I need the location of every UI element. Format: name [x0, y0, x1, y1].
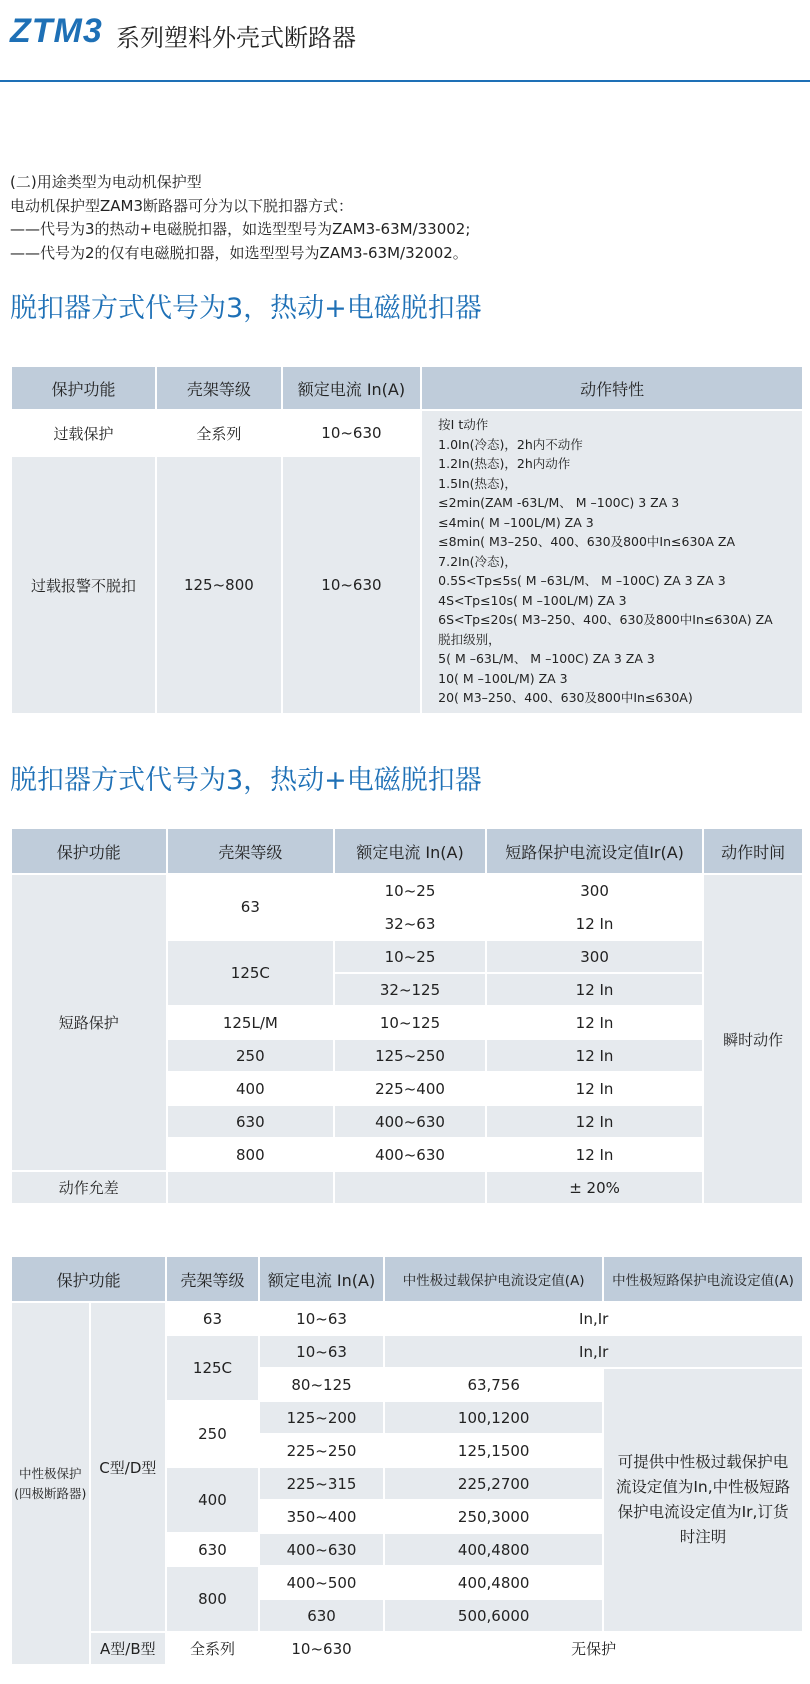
table-cell: 300	[486, 940, 703, 973]
table-cell: 10~63	[259, 1335, 385, 1368]
table-cell: 400,4800	[384, 1533, 603, 1566]
table-cell: 225~315	[259, 1467, 385, 1500]
table-cell: 瞬时动作	[703, 874, 803, 1204]
spec-line: 1.0In(冷态)，2h内不动作	[438, 436, 583, 452]
table-cell: 125C	[167, 940, 335, 1006]
col-header: 额定电流 In(A)	[334, 828, 486, 874]
spec-line: 1.2In(热态)，2h内动作	[438, 456, 571, 471]
table-cell: ± 20%	[486, 1171, 703, 1204]
table-cell: 10~125	[334, 1006, 486, 1039]
page-title: 系列塑料外壳式断路器	[116, 24, 356, 52]
section-title-2: 脱扣器方式代号为3，热动+电磁脱扣器	[10, 765, 482, 796]
table-cell: 400~500	[259, 1566, 385, 1599]
col-header: 保护功能	[11, 828, 167, 874]
table-cell: 12 In	[486, 1105, 703, 1138]
col-header: 中性极过载保护电流设定值(A)	[384, 1256, 603, 1302]
table-cell: 800	[166, 1566, 259, 1632]
table-cell: 250,3000	[384, 1500, 603, 1533]
table-cell: 12 In	[486, 1039, 703, 1072]
table-cell: 630	[259, 1599, 385, 1632]
spec-line: 6S<Tp≤20s( M3–250、400、630及800中In≤630A) ZA	[438, 612, 773, 627]
neutral-pole-table	[10, 1255, 804, 1666]
table-cell: 12 In	[486, 1138, 703, 1171]
table-cell: 225~400	[334, 1072, 486, 1105]
table-cell: 12 In	[486, 973, 703, 1006]
table-cell: 过载报警不脱扣	[11, 456, 156, 714]
table-cell: 中性极保护(四极断路器)	[11, 1302, 90, 1665]
page-header	[0, 0, 810, 82]
neutral-note: 可提供中性极过载保护电流设定值为In,中性极短路保护电流设定值为Ir,订货时注明	[603, 1368, 803, 1632]
table-cell: 225,2700	[384, 1467, 603, 1500]
col-header: 动作特性	[421, 366, 803, 410]
col-header: 壳架等级	[166, 1256, 259, 1302]
spec-line: 4S<Tp≤10s( M –100L/M) ZA 3	[438, 592, 627, 608]
table-cell: 10~63	[259, 1302, 385, 1335]
spec-line: 0.5S<Tp≤5s( M –63L/M、 M –100C) ZA 3 ZA 3	[438, 573, 726, 588]
brand-logo: ZTM3	[10, 12, 103, 50]
intro-line: ——代号为3的热动+电磁脱扣器，如选型型号为ZAM3-63M/33002;	[10, 220, 471, 238]
table-cell: 12 In	[486, 1006, 703, 1039]
table-cell	[334, 1171, 486, 1204]
table-cell: 无保护	[384, 1632, 803, 1665]
intro-text	[10, 171, 470, 265]
spec-line: 按I t动作	[438, 417, 489, 432]
spec-line: 10( M –100L/M) ZA 3	[438, 670, 568, 686]
col-header: 保护功能	[11, 1256, 166, 1302]
table-cell: 400,4800	[384, 1566, 603, 1599]
spec-line: 脱扣级别，	[438, 631, 501, 647]
table-cell: 动作允差	[11, 1171, 167, 1204]
table-cell: In,Ir	[384, 1335, 803, 1368]
table-cell: 10~630	[282, 410, 421, 456]
spec-line: 1.5In(热态)，	[438, 475, 517, 491]
table-cell: 短路保护	[11, 874, 167, 1171]
intro-line: ——代号为2的仅有电磁脱扣器，如选型型号为ZAM3-63M/32002。	[10, 243, 468, 262]
intro-line: (二)用途类型为电动机保护型	[10, 173, 202, 191]
table-cell: 630	[167, 1105, 335, 1138]
col-header: 短路保护电流设定值Ir(A)	[486, 828, 703, 874]
table-cell: In,Ir	[384, 1302, 803, 1335]
intro-line: 电动机保护型ZAM3断路器可分为以下脱扣器方式：	[10, 196, 354, 215]
table-cell: 全系列	[156, 410, 282, 456]
table-cell: 400~630	[334, 1105, 486, 1138]
table-cell: 630	[166, 1533, 259, 1566]
spec-line: ≤2min(ZAM -63L/M、 M –100C) 3 ZA 3	[438, 495, 680, 510]
spec-line: 20( M3–250、400、630及800中In≤630A)	[438, 690, 693, 705]
table-cell: 250	[166, 1401, 259, 1467]
table-cell: 63	[167, 874, 335, 940]
table-cell	[167, 1171, 335, 1204]
table-cell: 300	[486, 874, 703, 907]
table-cell: 125~200	[259, 1401, 385, 1434]
table-cell: 500,6000	[384, 1599, 603, 1632]
overload-table	[10, 365, 804, 715]
table-cell: 32~125	[334, 973, 486, 1006]
table-cell: 12 In	[486, 907, 703, 940]
spec-line: 5( M –63L/M、 M –100C) ZA 3 ZA 3	[438, 651, 655, 666]
short-circuit-table	[10, 827, 804, 1205]
table-cell: 100,1200	[384, 1401, 603, 1434]
table-cell: 80~125	[259, 1368, 385, 1401]
spec-line: 7.2In(冷态)，	[438, 553, 517, 569]
table-cell: 32~63	[334, 907, 486, 940]
spec-line: ≤8min( M3–250、400、630及800中In≤630A ZA	[438, 534, 736, 549]
table-cell: 10~25	[334, 940, 486, 973]
table-cell: A型/B型	[90, 1632, 167, 1665]
table-cell: 过载保护	[11, 410, 156, 456]
table-cell: 125C	[166, 1335, 259, 1401]
table-cell: 250	[167, 1039, 335, 1072]
table-cell: 63	[166, 1302, 259, 1335]
col-header: 壳架等级	[167, 828, 335, 874]
table-cell: 125,1500	[384, 1434, 603, 1467]
col-header: 动作时间	[703, 828, 803, 874]
col-header: 中性极短路保护电流设定值(A)	[603, 1256, 803, 1302]
table-cell: 800	[167, 1138, 335, 1171]
table-cell: 125~800	[156, 456, 282, 714]
spec-line: ≤4min( M –100L/M) ZA 3	[438, 514, 594, 530]
table-cell: C型/D型	[90, 1302, 167, 1632]
table-cell: 400~630	[259, 1533, 385, 1566]
table-cell: 225~250	[259, 1434, 385, 1467]
col-header: 壳架等级	[156, 366, 282, 410]
col-header: 额定电流 In(A)	[282, 366, 421, 410]
col-header: 额定电流 In(A)	[259, 1256, 385, 1302]
table-cell: 350~400	[259, 1500, 385, 1533]
table-cell: 63,756	[384, 1368, 603, 1401]
table-cell: 12 In	[486, 1072, 703, 1105]
table-cell: 400~630	[334, 1138, 486, 1171]
section-title-1: 脱扣器方式代号为3，热动+电磁脱扣器	[10, 293, 482, 324]
table-cell: 10~630	[259, 1632, 385, 1665]
action-characteristics	[421, 410, 803, 714]
table-cell: 10~25	[334, 874, 486, 907]
table-cell: 400	[167, 1072, 335, 1105]
table-cell: 400	[166, 1467, 259, 1533]
table-cell: 125L/M	[167, 1006, 335, 1039]
table-cell: 10~630	[282, 456, 421, 714]
table-cell: 全系列	[166, 1632, 259, 1665]
col-header: 保护功能	[11, 366, 156, 410]
table-cell: 125~250	[334, 1039, 486, 1072]
